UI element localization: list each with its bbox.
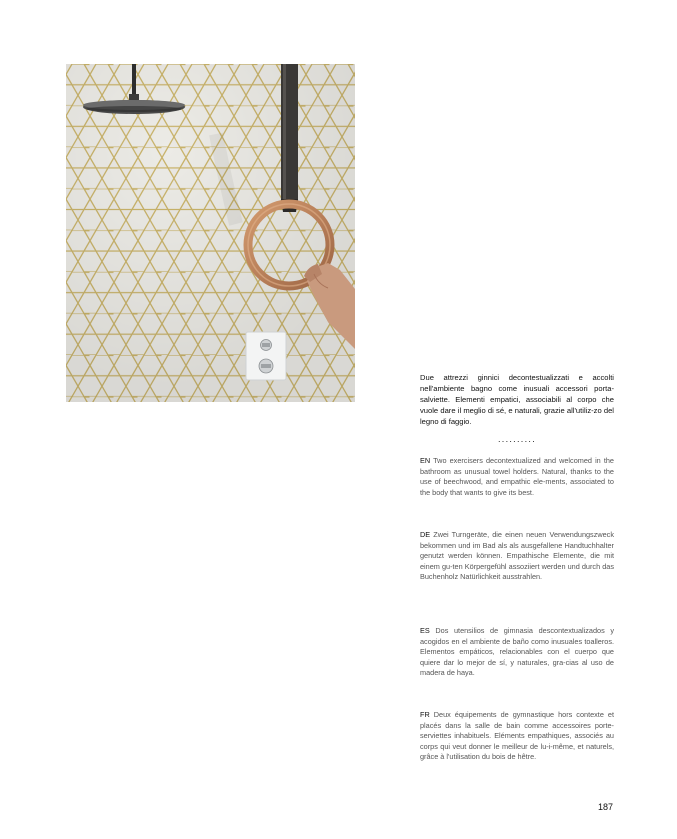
bathroom-photo [66, 64, 355, 402]
text-column [420, 372, 615, 762]
paragraph-fr [420, 710, 614, 763]
intro-paragraph: Due attrezzi ginnici decontestualizzati e accolti nell'ambiente bagno come inusuali accessori porta-salviette. Elementi empatici, associabili al corpo che vuole dare il meglio di sé, e naturali, grazie all'utiliz-zo del legno di faggio. [420, 373, 614, 426]
shower-mixer [246, 332, 286, 380]
language-code-en: EN [420, 456, 431, 465]
separator-dots: .......... [497, 434, 536, 444]
paragraph-es-text: Dos utensilios de gimnasia descontextualizados y acogidos en el ambiente de baño como inusuales toalleros. Elementos empáticos, relacionables con el cuerpo que quiere dar lo mejor de sí, y naturales, gra-cias al uso de madera de haya. [420, 626, 615, 678]
paragraph-de-text: Zwei Turngeräte, die einen neuen Verwendungszweck bekommen und im Bad als als ausgefallene Handtuchhalter genutzt werden können. Empathische Elemente, die mit einem gu-ten Körpergefühl assoziiert werden und durch das Buchenholz Natürlichkeit ausstrahlen. [420, 530, 614, 582]
paragraph-fr-text: Deux équipements de gymnastique hors contexte et placés dans la salle de bain comme accessoires porte-serviettes inhabituels. Eléments empathiques, associés au corps qui veut donner le meilleur de lu-i-même, et naturels, grâce à l'utilisation du bois de hêtre. [420, 710, 614, 762]
page-number: 187 [598, 802, 614, 812]
paragraph-en-text: Two exercisers decontextualized and welcomed in the bathroom as unusual towel holders. Natural, thanks to the use of beechwood, and empathic ele-ments, associated to the body that wants to give its best. [420, 456, 614, 497]
paragraph-es [420, 626, 614, 679]
language-code-fr: FR [420, 710, 430, 719]
paragraph-en [420, 456, 614, 498]
language-code-es: ES [420, 626, 430, 635]
strap [281, 64, 298, 212]
paragraph-de [420, 530, 614, 583]
language-code-de: DE [420, 530, 431, 539]
